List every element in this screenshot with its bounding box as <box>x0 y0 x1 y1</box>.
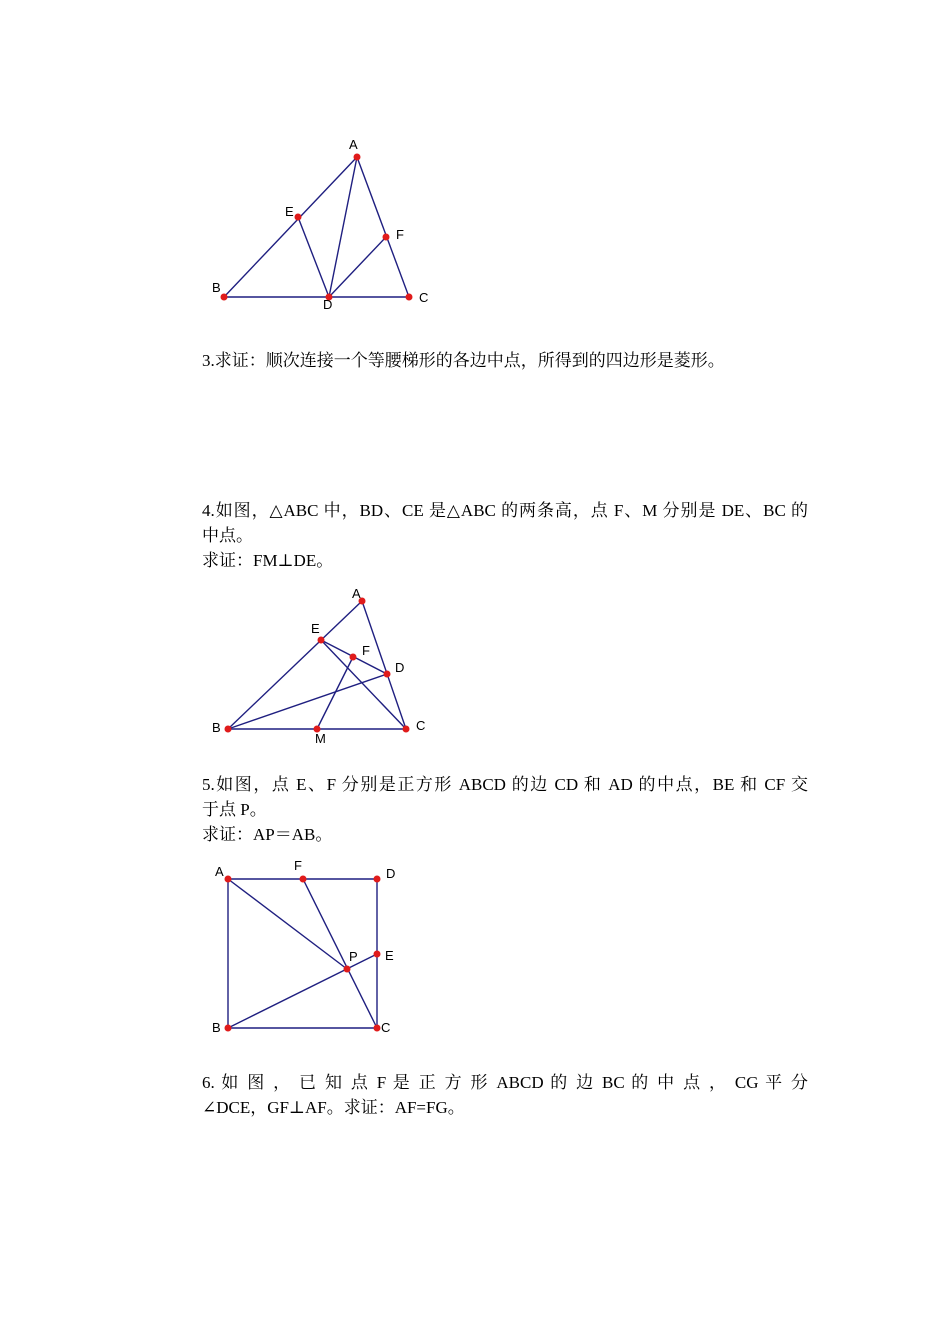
label-a: A <box>352 586 361 601</box>
segment-fc <box>303 879 377 1028</box>
problem-5-line-3: 求证：AP＝AB。 <box>202 825 333 844</box>
segment-be <box>228 954 377 1028</box>
problem-3-text: 3.求证：顺次连接一个等腰梯形的各边中点，所得到的四边形是菱形。 <box>202 351 725 370</box>
point-f <box>300 876 307 883</box>
point-f <box>350 654 357 661</box>
point-p <box>344 966 351 973</box>
segment-fm <box>317 657 353 729</box>
segment-ap <box>228 879 347 969</box>
point-e <box>295 214 302 221</box>
point-e <box>374 951 381 958</box>
segment-bd <box>228 674 387 729</box>
label-a: A <box>349 137 358 152</box>
label-d: D <box>386 866 396 881</box>
segment-ab <box>228 601 362 729</box>
problem-4-line-2: 中点。 <box>202 526 253 545</box>
point-a <box>225 876 232 883</box>
segment-fd <box>329 237 386 297</box>
point-f <box>383 234 390 241</box>
label-b: B <box>212 280 221 295</box>
point-a <box>354 154 361 161</box>
label-m: M <box>315 731 326 746</box>
label-d: D <box>395 660 405 675</box>
problem-4-line-1: 4.如图，△ABC 中，BD、CE 是△ABC 的两条高，点 F、M 分别是 DE、BC 的 <box>202 501 808 520</box>
problem-5-line-2: 于点 P。 <box>202 800 267 819</box>
label-e: E <box>311 621 320 636</box>
point-d <box>374 876 381 883</box>
problem-6-line-2: ∠DCE，GF⊥AF。求证：AF=FG。 <box>202 1098 465 1117</box>
point-c <box>403 726 410 733</box>
figure-4-triangle <box>0 580 950 750</box>
problem-6-line-1: 6. 如 图 ， 已 知 点 F 是 正 方 形 ABCD 的 边 BC 的 中 点 ， CG 平 分 <box>202 1073 808 1092</box>
problem-3 <box>202 348 808 373</box>
label-c: C <box>381 1020 391 1035</box>
problem-5-line-1: 5.如图，点 E、F 分别是正方形 ABCD 的边 CD 和 AD 的中点，BE 和 CF 交 <box>202 775 808 794</box>
label-p: P <box>349 949 358 964</box>
label-b: B <box>212 720 221 735</box>
point-e <box>318 637 325 644</box>
point-b <box>225 1025 232 1032</box>
point-b <box>225 726 232 733</box>
label-a: A <box>215 864 224 879</box>
problem-4-line-3: 求证：FM⊥DE。 <box>202 551 334 570</box>
point-c <box>406 294 413 301</box>
segment-ab <box>224 157 357 297</box>
label-d: D <box>323 297 333 312</box>
problem-6 <box>202 1070 808 1120</box>
segment-ad <box>329 157 357 297</box>
label-f: F <box>362 643 370 658</box>
point-c <box>374 1025 381 1032</box>
label-c: C <box>419 290 429 305</box>
label-f: F <box>396 227 404 242</box>
label-e: E <box>285 204 294 219</box>
point-b <box>221 294 228 301</box>
label-e: E <box>385 948 394 963</box>
label-c: C <box>416 718 426 733</box>
problem-5 <box>202 772 808 847</box>
label-f: F <box>294 858 302 873</box>
point-d <box>384 671 391 678</box>
figure-5-square <box>0 855 950 1040</box>
problem-4 <box>202 498 808 573</box>
label-b: B <box>212 1020 221 1035</box>
segment-ed <box>298 217 329 297</box>
figure-1-triangle <box>0 0 950 330</box>
